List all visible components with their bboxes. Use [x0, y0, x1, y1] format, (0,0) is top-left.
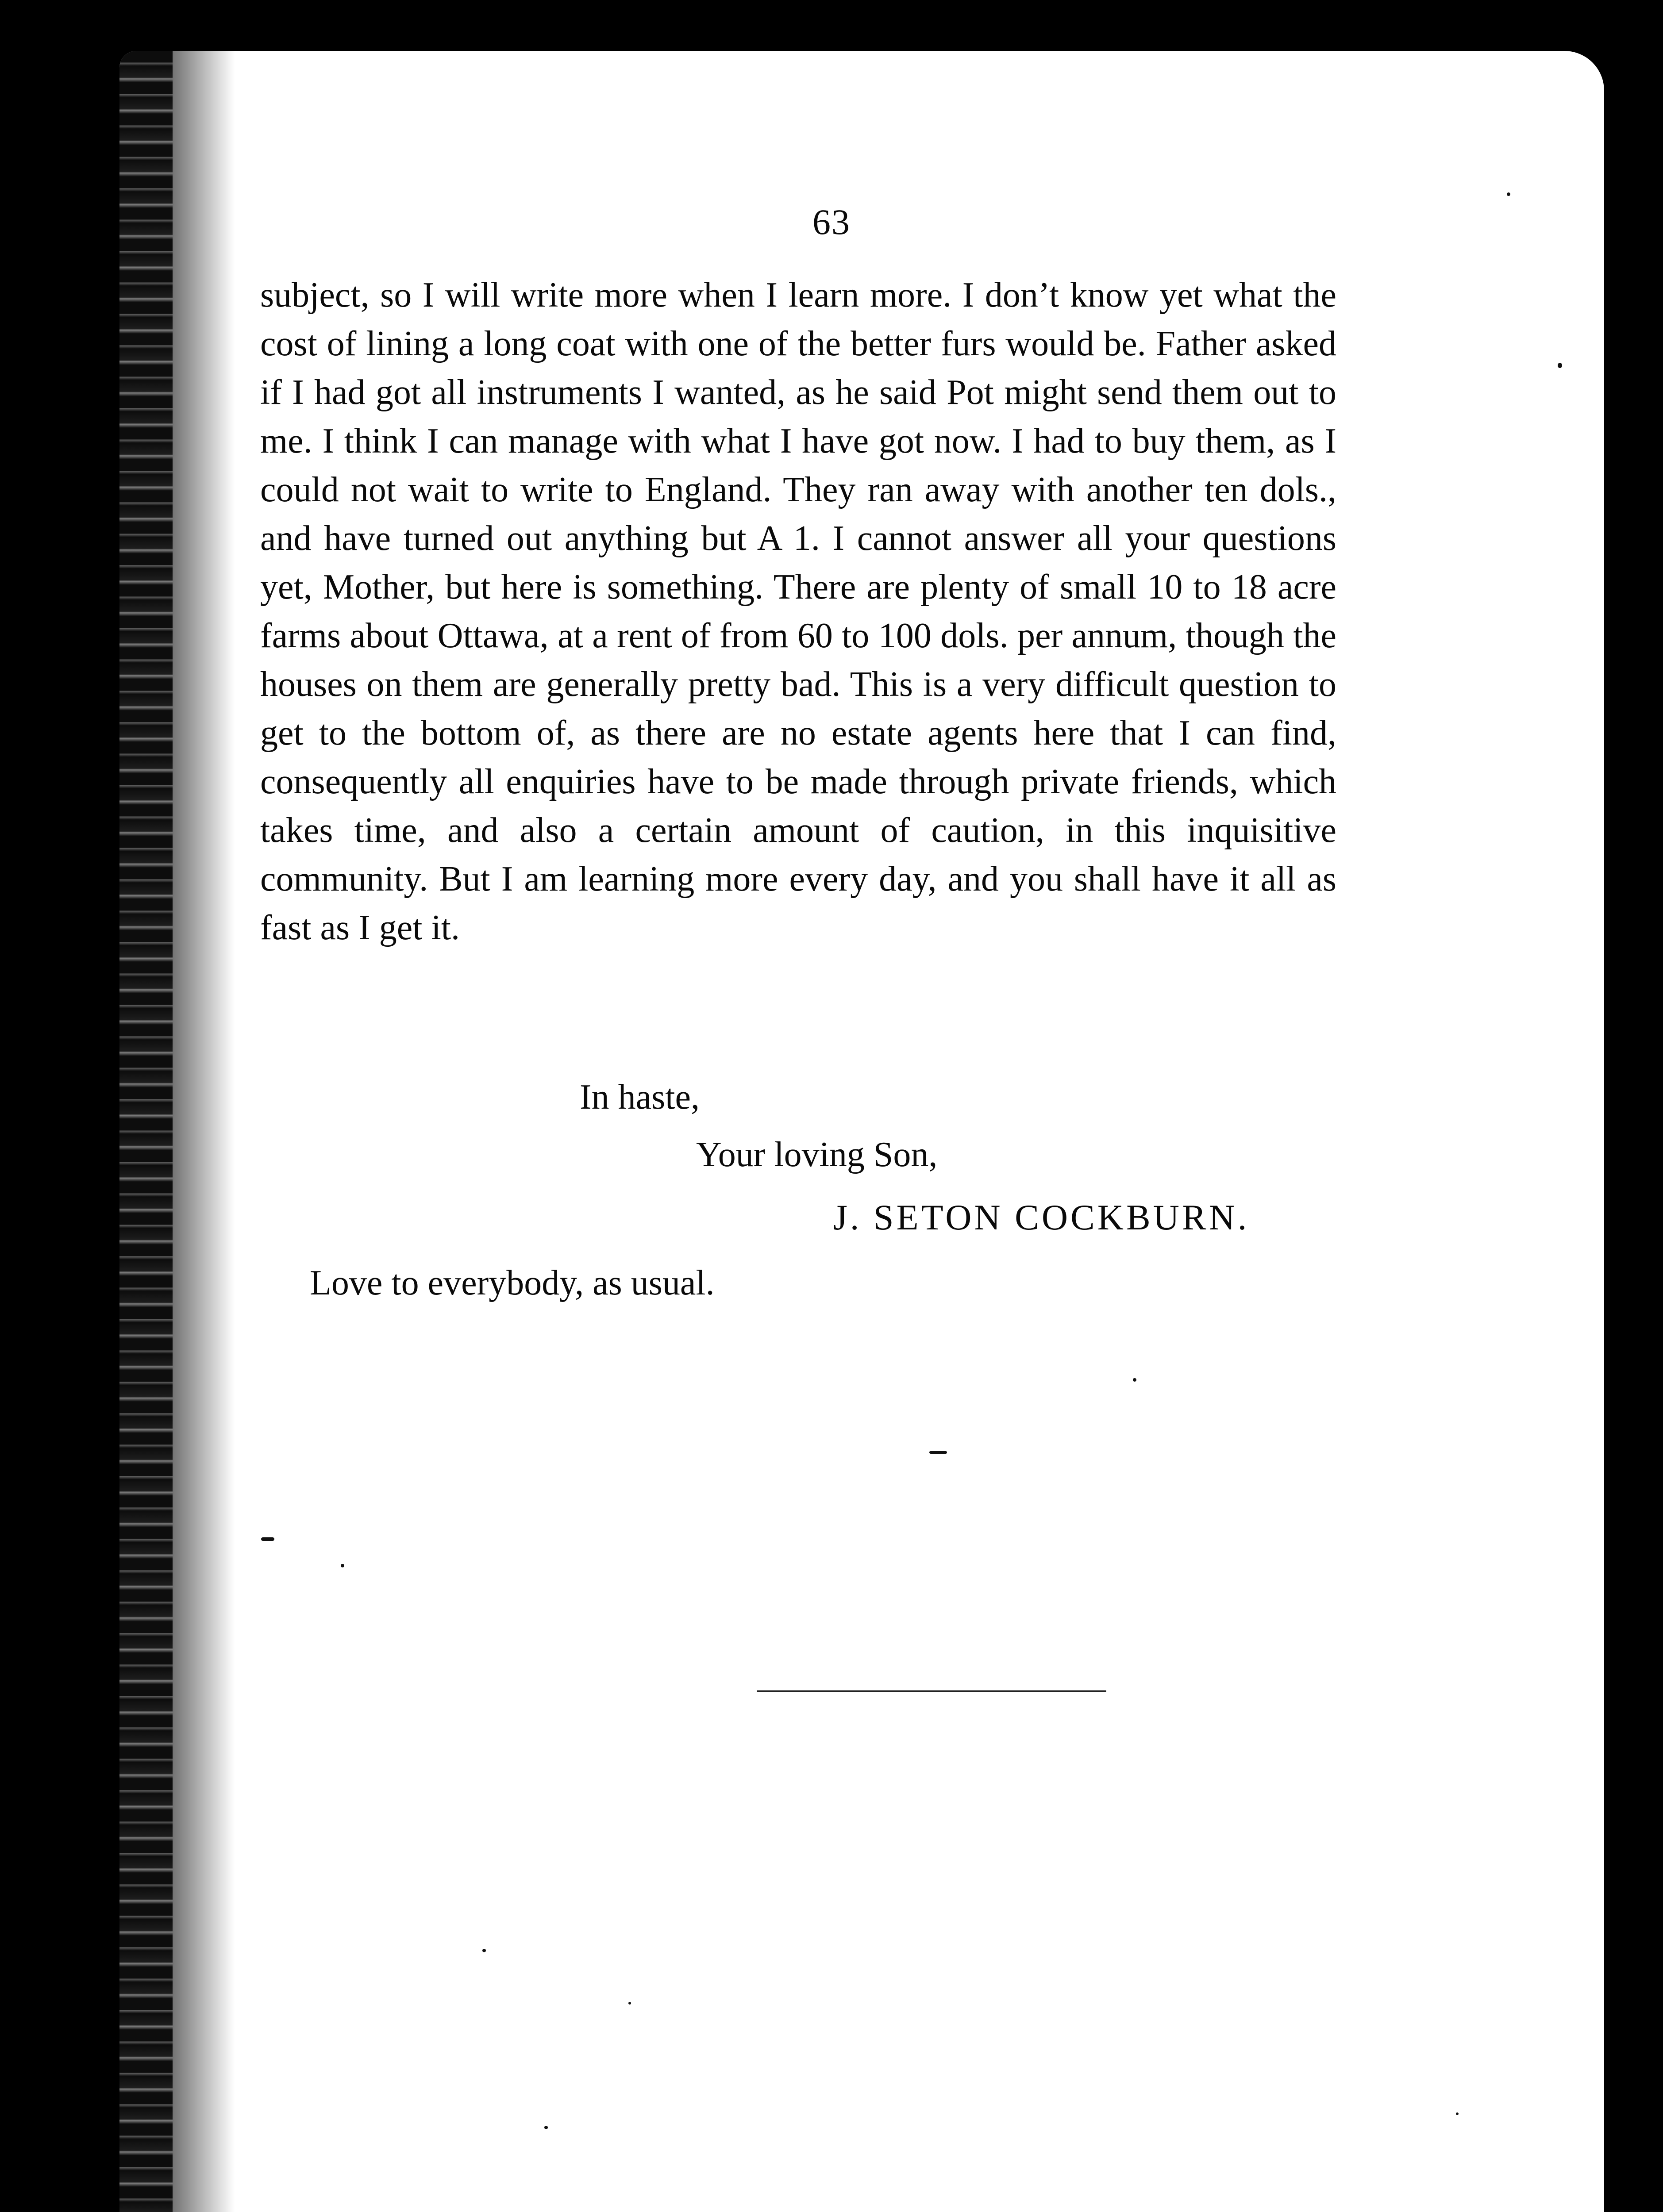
letter-postscript: Love to everybody, as usual.: [310, 1263, 715, 1302]
ink-speck: [1558, 363, 1562, 368]
ink-speck: [341, 1564, 344, 1567]
section-rule: [757, 1690, 1106, 1692]
page-number: 63: [812, 202, 851, 242]
ink-speck: [544, 2126, 548, 2129]
ink-speck: [482, 1949, 486, 1952]
ink-speck: [1456, 2112, 1459, 2115]
letter-signature: J. SETON COCKBURN.: [833, 1197, 1250, 1237]
ink-speck: [261, 1537, 274, 1541]
letter-salutation: Your loving Son,: [696, 1135, 938, 1174]
letter-body: subject, so I will write more when I learn more. I don’t know yet what the cost of lining a long coat with one of the better furs would be. Father asked if I had got all instruments I wanted, as he said Pot might send them out to me. I think I can manage with what I have got now. I had to buy them, as I could not wait to write to England. They ran away with another ten dols., and have turned out anything but A 1. I cannot answer all your questions yet, Mother, but here is something. There are plenty of small 10 to 18 acre farms about Ottawa, at a rent of from 60 to 100 dols. per annum, though the houses on them are generally pretty bad. This is a very difficult question to get to the bottom of, as there are no estate agents here that I can find, consequently all enquiries have to be made through private friends, which takes time, and also a certain amount of caution, in this inquisitive community. But I am learning more every day, and you shall have it all as fast as I get it.: [260, 276, 1336, 947]
ink-speck: [628, 2002, 631, 2005]
ink-speck: [929, 1451, 947, 1454]
ink-speck: [1507, 192, 1510, 196]
binding-shadow: [173, 51, 235, 2212]
binding-edge: [119, 51, 173, 2212]
letter-closing: In haste,: [580, 1078, 700, 1117]
ink-speck: [1133, 1378, 1136, 1382]
